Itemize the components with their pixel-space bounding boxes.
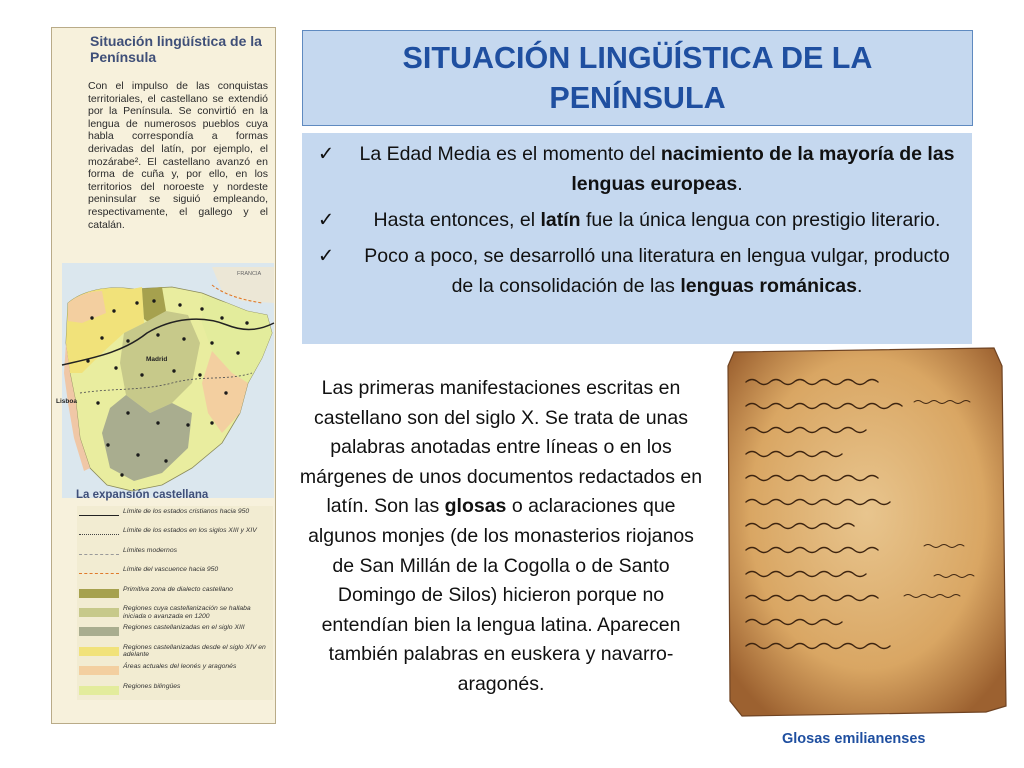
legend-swatch (79, 627, 119, 636)
legend-swatch (79, 608, 119, 617)
legend-label: Regiones castellanizadas desde el siglo XIV en adelante (123, 643, 266, 659)
bullet-emphasis: lenguas románicas (680, 275, 857, 297)
bullet-item (314, 241, 960, 301)
title-box (302, 30, 973, 126)
bullet-item (314, 205, 960, 235)
scan-body-text: Con el impulso de las conquistas territoriales, el castellano se extendió por la Península. Se convirtió en la lengua de numerosos pueblos cuya habla correspondía a formas derivadas del latín, por ejemplo, el mozárabe². El castellano avanzó en forma de cuña y, por ello, en los territorios del noroeste y nordeste peninsular se siguió empleando, respectivamente, el gallego y el catalán. (88, 80, 268, 231)
legend-item (77, 642, 273, 661)
legend-item (77, 525, 273, 544)
body-paragraph: Las primeras manifestaciones escritas en castellano son del siglo X. Se trata de unas palabras anotadas entre líneas o en los márgenes de unos documentos redactados en latín. Son las glosas o aclaraciones que algunos monjes (de los monasterios riojanos de San Millán de la Cogolla o de Santo Domingo de Silos) hicieron porque no entendían bien la lengua latina. Aparecen también palabras en euskera y navarro-aragonés. (299, 377, 703, 695)
legend-swatch (79, 573, 119, 574)
manuscript-image (724, 346, 1008, 718)
map-legend (77, 506, 273, 700)
bullet-text: La Edad Media es el momento del nacimiento de la mayoría de las lenguas europeas. (359, 143, 955, 195)
legend-item (77, 506, 273, 525)
textbook-scan (51, 27, 276, 724)
legend-item (77, 603, 273, 622)
checkmark-icon: ✓ (317, 209, 335, 231)
slide-title: SITUACIÓN LINGÜÍSTICA DE LA PENÍNSULA (402, 41, 873, 115)
map-label-lisboa: Lisboa (56, 398, 77, 405)
legend-label: Regiones bilingües (123, 682, 181, 690)
legend-label: Regiones cuya castellanización se hallaba iniciada o avanzada en 1200 (123, 604, 251, 620)
bullet-text: Hasta entonces, el latín fue la única lengua con prestigio literario. (373, 209, 941, 231)
castilian-expansion-map (56, 263, 274, 498)
legend-item (77, 584, 273, 603)
map-label-madrid: Madrid (146, 356, 168, 363)
map-label-francia: FRANCIA (237, 271, 262, 277)
legend-swatch (79, 589, 119, 598)
legend-swatch (79, 534, 119, 535)
legend-label: Límites modernos (123, 546, 178, 554)
legend-item (77, 564, 273, 583)
paragraph-emphasis: glosas (444, 495, 507, 518)
bullet-text: Poco a poco, se desarrolló una literatura en lengua vulgar, producto de la consolidación de las lenguas románicas. (364, 245, 950, 297)
checkmark-icon: ✓ (317, 143, 335, 165)
legend-swatch (79, 515, 119, 516)
legend-swatch (79, 666, 119, 675)
legend-item (77, 622, 273, 641)
legend-swatch (79, 647, 119, 656)
legend-item (77, 661, 273, 680)
legend-label: Regiones castellanizadas en el siglo XIII (123, 624, 245, 632)
legend-title: La expansión castellana (76, 489, 209, 501)
legend-item (77, 545, 273, 564)
legend-swatch (79, 554, 119, 555)
legend-swatch (79, 686, 119, 695)
bullet-emphasis: latín (540, 209, 581, 231)
scan-title: Situación lingüística de la Península (90, 33, 262, 65)
bullet-item (314, 139, 960, 199)
bullet-emphasis: nacimiento de la mayoría de las lenguas europeas (571, 143, 955, 195)
legend-label: Áreas actuales del leonés y aragonés (123, 663, 237, 671)
checkmark-icon: ✓ (317, 245, 335, 267)
bullet-list (302, 133, 972, 344)
legend-label: Primitiva zona de dialecto castellano (123, 585, 233, 593)
legend-label: Límite de los estados en los siglos XIII y XIV (123, 527, 257, 535)
legend-item (77, 681, 273, 700)
legend-label: Límite de los estados cristianos hacia 950 (123, 508, 250, 515)
legend-label: Límite del vascuence hacia 950 (123, 566, 219, 574)
manuscript-caption: Glosas emilianenses (782, 731, 926, 747)
